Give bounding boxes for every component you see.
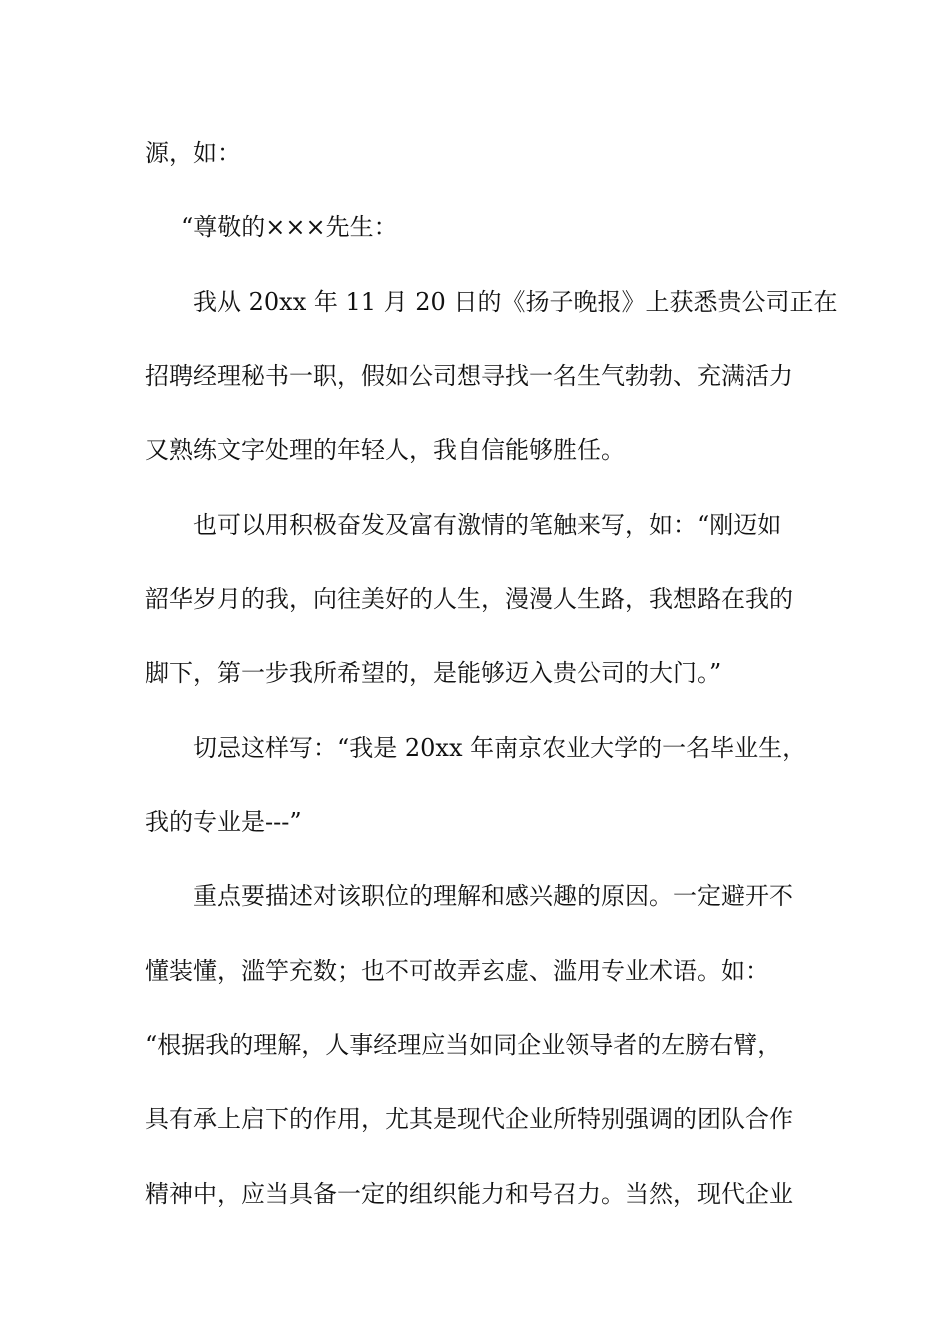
text-line-14: 具有承上启下的作用，尤其是现代企业所特别强调的团队合作 [145,1105,793,1133]
text-line-2: “尊敬的×××先生： [181,213,398,241]
text-line-8: 脚下，第一步我所希望的，是能够迈入贵公司的大门。” [145,659,722,687]
text-line-9: 切忌这样写：“我是 20xx 年南京农业大学的一名毕业生， [193,734,807,762]
text-line-10: 我的专业是---” [145,808,302,836]
text-line-5: 又熟练文字处理的年轻人，我自信能够胜任。 [145,436,625,464]
text-line-15: 精神中，应当具备一定的组织能力和号召力。当然，现代企业 [145,1180,793,1208]
text-line-11: 重点要描述对该职位的理解和感兴趣的原因。一定避开不 [193,882,793,910]
text-line-4: 招聘经理秘书一职，假如公司想寻找一名生气勃勃、充满活力 [145,362,793,390]
text-line-12: 懂装懂，滥竽充数；也不可故弄玄虚、滥用专业术语。如： [145,957,769,985]
text-line-6: 也可以用积极奋发及富有激情的笔触来写，如：“刚迈如 [193,511,782,539]
text-line-1: 源，如： [145,139,241,167]
text-line-7: 韶华岁月的我，向往美好的人生，漫漫人生路，我想路在我的 [145,585,793,613]
text-line-3: 我从 20xx 年 11 月 20 日的《扬子晚报》上获悉贵公司正在 [193,288,838,316]
text-line-13: “根据我的理解，人事经理应当如同企业领导者的左膀右臂， [145,1031,782,1059]
